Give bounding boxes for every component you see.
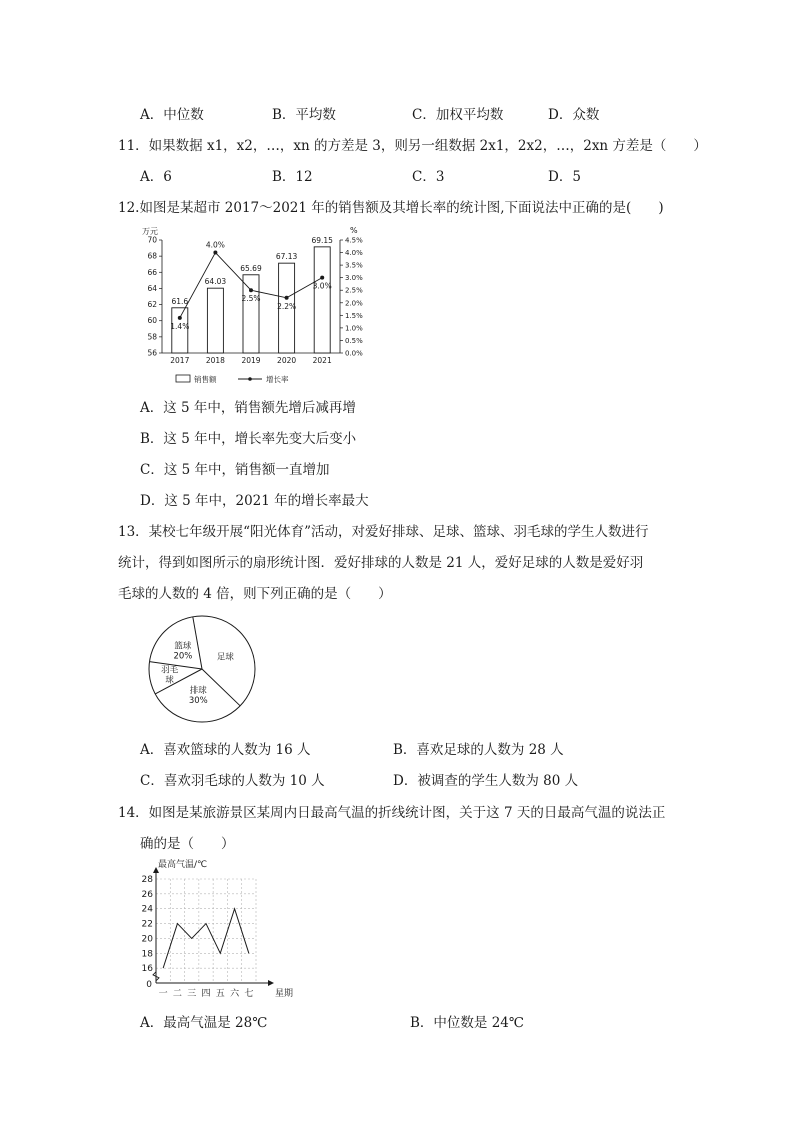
q10-option-d[interactable]: D．众数 <box>548 107 600 123</box>
q10-option-b[interactable]: B．平均数 <box>272 107 336 123</box>
legend-sales-label: 销售额 <box>194 375 217 384</box>
q13-stem-line-1: 13．某校七年级开展“阳光体育”活动，对爱好排球、足球、篮球、羽毛球的学生人数进行 <box>118 524 649 540</box>
temp-origin-label: 0 <box>146 980 152 990</box>
pie-slice-label: 足球 <box>216 652 234 663</box>
temp-x-tick-label: 二 <box>172 989 182 999</box>
sales-ylabel-right: % <box>350 226 358 235</box>
legend-bar-swatch <box>176 375 190 382</box>
sales-bar-label: 69.15 <box>311 235 333 245</box>
temp-x-tick-label: 五 <box>215 989 225 999</box>
sales-bar-label: 67.13 <box>275 252 298 262</box>
sales-right-tick-label: 3.0% <box>345 274 363 283</box>
sales-left-tick-label: 68 <box>147 251 157 261</box>
sales-right-tick-label: 0.0% <box>345 349 363 358</box>
q11-option-a[interactable]: A．6 <box>140 169 172 185</box>
growth-rate-point <box>285 296 289 300</box>
q14-stem-line-1: 14．如图是某旅游景区某周内日最高气温的折线统计图，关于这 7 天的日最高气温的说法正 <box>118 805 666 821</box>
q13-option-d[interactable]: D．被调查的学生人数为 80 人 <box>393 773 579 789</box>
sales-bar <box>207 288 223 353</box>
q13-stem-line-2: 统计，得到如图所示的扇形统计图．爱好排球的人数是 21 人，爱好足球的人数是爱好羽 <box>118 555 644 571</box>
legend-rate-label: 增长率 <box>266 375 289 384</box>
sports-pie-chart <box>140 612 264 730</box>
temp-y-tick-label: 24 <box>141 904 153 915</box>
q11-stem: 11．如果数据 x1，x2，…，xn 的方差是 3，则另一组数据 2x1，2x2，…，2xn 方差是（ ） <box>118 138 707 154</box>
q14-option-a[interactable]: A．最高气温是 28℃ <box>140 1015 268 1031</box>
growth-rate-label: 2.5% <box>241 294 261 304</box>
pie-slice-label: 羽毛 <box>161 665 179 676</box>
temp-x-tick-label: 六 <box>230 989 240 999</box>
sales-x-tick-label: 2021 <box>312 356 332 365</box>
sales-right-tick-label: 3.5% <box>345 261 363 270</box>
q11-option-d[interactable]: D．5 <box>548 169 581 185</box>
growth-rate-point <box>320 276 324 280</box>
sales-right-tick-label: 2.5% <box>345 286 363 295</box>
temp-x-tick-label: 七 <box>244 989 254 999</box>
temp-y-tick-label: 20 <box>141 934 153 945</box>
growth-rate-label: 1.4% <box>170 321 190 331</box>
sales-x-tick-label: 2017 <box>170 356 190 365</box>
q12-option-a[interactable]: A．这 5 年中，销售额先增后减再增 <box>140 400 356 416</box>
pie-slice-label: 30% <box>188 696 208 707</box>
q12-option-d[interactable]: D．这 5 年中，2021 年的增长率最大 <box>140 493 369 509</box>
sales-left-tick-label: 70 <box>147 235 157 245</box>
sales-chart-svg <box>138 222 378 388</box>
sales-left-tick-label: 56 <box>147 348 157 358</box>
sales-right-tick-label: 4.0% <box>345 249 363 258</box>
sales-left-tick-label: 60 <box>147 316 157 326</box>
q14-stem-line-2: 确的是（ ） <box>140 836 235 852</box>
temperature-chart-svg <box>138 855 304 1001</box>
temp-y-tick-label: 18 <box>141 949 153 960</box>
pie-slice-label: 篮球 <box>174 641 192 652</box>
sales-right-tick-label: 1.5% <box>345 311 363 320</box>
sales-left-tick-label: 66 <box>147 267 157 277</box>
q13-option-b[interactable]: B．喜欢足球的人数为 28 人 <box>393 742 564 758</box>
growth-rate-point <box>249 288 253 292</box>
sales-bar <box>243 275 259 353</box>
growth-rate-point <box>213 251 217 255</box>
temp-x-tick-label: 一 <box>158 989 168 999</box>
sales-left-tick-label: 64 <box>147 283 157 293</box>
temp-y-tick-label: 26 <box>141 889 153 900</box>
sales-right-tick-label: 0.5% <box>345 336 363 345</box>
growth-rate-point <box>178 316 182 320</box>
sales-right-tick-label: 4.5% <box>345 236 363 245</box>
sales-right-tick-label: 2.0% <box>345 299 363 308</box>
q13-option-c[interactable]: C．喜欢羽毛球的人数为 10 人 <box>140 773 325 789</box>
q12-option-b[interactable]: B．这 5 年中，增长率先变大后变小 <box>140 431 357 447</box>
sales-bar-label: 64.03 <box>204 277 227 287</box>
temperature-chart <box>138 855 304 1005</box>
sales-bar-label: 61.6 <box>171 296 189 306</box>
sales-bar-label: 65.69 <box>240 263 262 273</box>
sales-left-tick-label: 62 <box>147 300 157 310</box>
pie-slice-label: 排球 <box>189 686 207 697</box>
legend-line-marker <box>248 377 252 381</box>
temp-x-tick-label: 三 <box>187 989 197 999</box>
q14-option-b[interactable]: B．中位数是 24℃ <box>410 1015 524 1031</box>
sales-x-tick-label: 2018 <box>205 356 225 365</box>
temp-ylabel: 最高气温/℃ <box>158 860 208 870</box>
sales-chart <box>138 222 378 392</box>
pie-slice-label: 球 <box>165 675 174 686</box>
q12-option-c[interactable]: C．这 5 年中，销售额一直增加 <box>140 462 330 478</box>
growth-rate-label: 4.0% <box>205 240 225 250</box>
temp-y-tick-label: 28 <box>141 875 153 885</box>
sales-right-tick-label: 1.0% <box>345 324 363 333</box>
sales-x-tick-label: 2020 <box>277 356 297 365</box>
sales-bar <box>314 247 330 353</box>
q10-option-c[interactable]: C．加权平均数 <box>412 107 504 123</box>
sports-pie-svg <box>140 612 264 726</box>
q12-stem: 12.如图是某超市 2017～2021 年的销售额及其增长率的统计图,下面说法中正确的是( ) <box>118 200 664 216</box>
growth-rate-label: 3.0% <box>312 281 332 291</box>
sales-x-tick-label: 2019 <box>241 356 261 365</box>
q13-option-a[interactable]: A．喜欢篮球的人数为 16 人 <box>140 742 311 758</box>
q13-stem-line-3: 毛球的人数的 4 倍，则下列正确的是（ ） <box>118 586 392 602</box>
temp-xlabel: 星期 <box>275 989 294 999</box>
temp-x-tick-label: 四 <box>201 989 211 999</box>
temp-y-tick-label: 16 <box>141 964 153 975</box>
q11-option-c[interactable]: C．3 <box>412 169 445 185</box>
growth-rate-label: 2.2% <box>277 301 297 311</box>
temp-y-tick-label: 22 <box>141 919 153 930</box>
q11-option-b[interactable]: B．12 <box>272 169 313 185</box>
pie-slice-label: 20% <box>173 651 193 662</box>
temp-x-arrow <box>268 980 274 986</box>
sales-left-tick-label: 58 <box>147 332 157 342</box>
q10-option-a[interactable]: A．中位数 <box>140 107 204 123</box>
sales-ylabel-left: 万元 <box>142 227 158 236</box>
